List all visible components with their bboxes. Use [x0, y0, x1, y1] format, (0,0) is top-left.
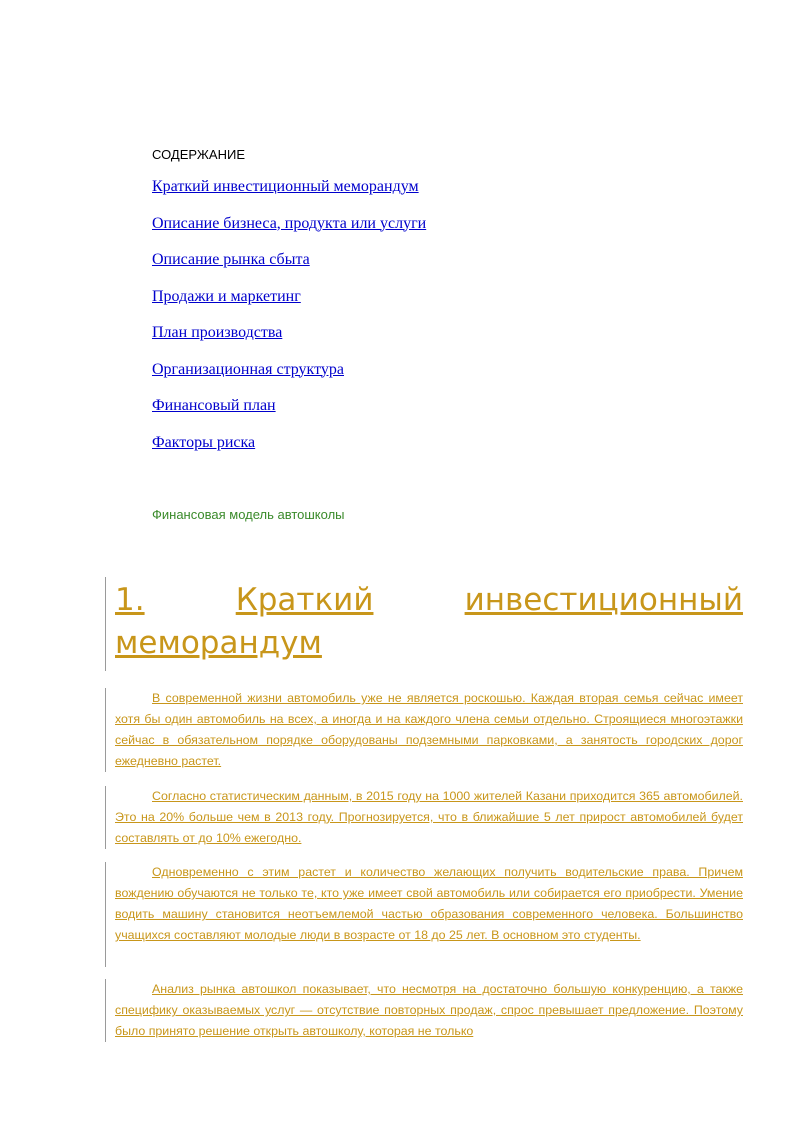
paragraph-block	[105, 862, 743, 967]
revision-bar	[105, 786, 106, 849]
paragraph: В современной жизни автомобиль уже не является роскошью. Каждая вторая семья сейчас имеет хотя бы один автомобиль на всех, а иногда и на каждого члена семьи отдельно. Строящиеся многоэтажки сейчас в обязательном порядке оборудованы подземными парковками, а занятость городских дорог ежедневно растет.	[115, 691, 743, 768]
revision-bar	[105, 979, 106, 1042]
toc-link-financial-plan[interactable]: Финансовый план	[152, 397, 276, 414]
toc-link-memorandum[interactable]: Краткий инвестиционный меморандум	[152, 178, 419, 195]
toc-link-production-plan[interactable]: План производства	[152, 324, 283, 341]
paragraph-block	[105, 688, 743, 772]
paragraph: Анализ рынка автошкол показывает, что несмотря на достаточно большую конкуренцию, а также специфику оказываемых услуг — отсутствие повторных продаж, спрос превышает предложение. Поэтому было принято решение открыть автошколу, которая не только	[115, 982, 743, 1038]
paragraph-block	[105, 979, 743, 1042]
toc-item	[152, 397, 426, 434]
table-of-contents	[152, 178, 426, 470]
toc-link-sales-marketing[interactable]: Продажи и маркетинг	[152, 287, 301, 305]
title-word: меморандум	[115, 625, 322, 661]
toc-link-market-description[interactable]: Описание рынка сбыта	[152, 251, 310, 268]
financial-model-link[interactable]: Финансовая модель автошколы	[152, 507, 345, 522]
section-title	[115, 579, 743, 665]
toc-item	[152, 178, 426, 215]
paragraph: Одновременно с этим растет и количество желающих получить водительские права. Причем вождению обучаются не только те, кто уже имеет свой автомобиль или собирается его приобрести. Умение водить машину становится неотъемлемой частью образования современного человека. Большинство учащихся составляют молодые люди в возрасте от 18 до 25 лет. В основном это студенты.	[115, 865, 743, 942]
toc-item	[152, 288, 426, 325]
revision-bar	[105, 688, 106, 772]
title-word: Краткий	[235, 582, 374, 618]
paragraph: Согласно статистическим данным, в 2015 году на 1000 жителей Казани приходится 365 автомобилей. Это на 20% больше чем в 2013 году. Прогнозируется, что в ближайшие 5 лет прирост автомобилей будет составлять от до 10% ежегодно.	[115, 789, 743, 845]
section-1-heading	[105, 577, 743, 671]
toc-item	[152, 251, 426, 288]
revision-bar	[105, 577, 106, 671]
title-word: инвестиционный	[464, 582, 743, 618]
toc-link-org-structure[interactable]: Организационная структура	[152, 360, 344, 378]
toc-item	[152, 361, 426, 398]
paragraph-block	[105, 786, 743, 849]
toc-item	[152, 324, 426, 361]
revision-bar	[105, 862, 106, 967]
toc-item	[152, 215, 426, 252]
title-number: 1.	[115, 582, 145, 618]
toc-link-risk-factors[interactable]: Факторы риска	[152, 433, 256, 451]
toc-link-business-description[interactable]: Описание бизнеса, продукта или услуги	[152, 214, 427, 232]
toc-heading: СОДЕРЖАНИЕ	[152, 147, 246, 162]
toc-item	[152, 434, 426, 471]
